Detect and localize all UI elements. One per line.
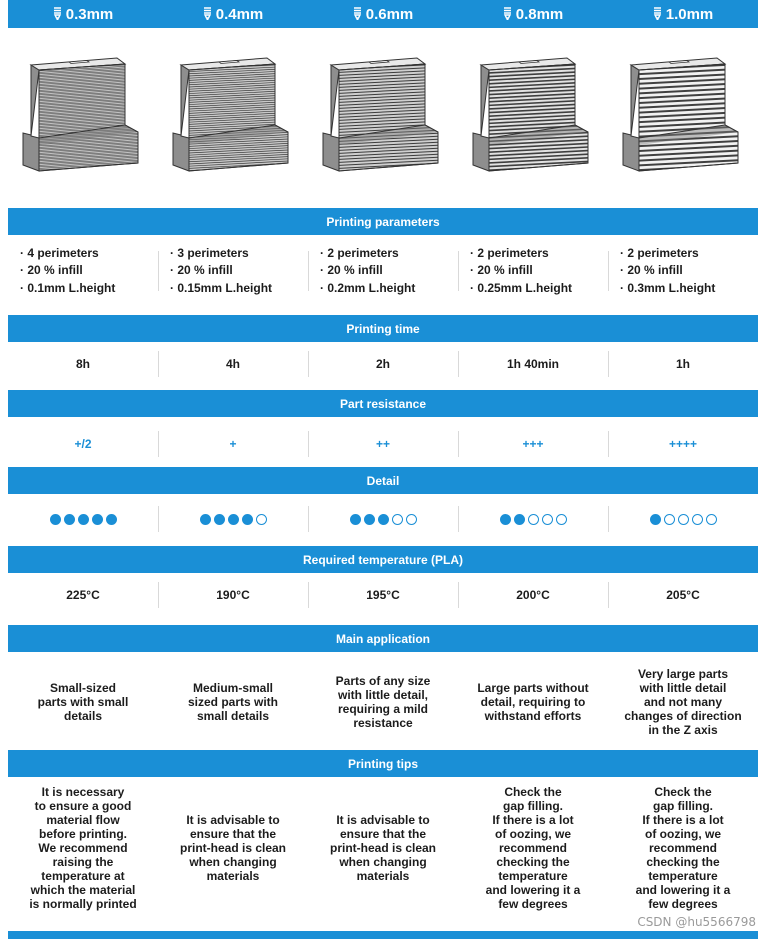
time-value: 8h <box>75 357 90 371</box>
nozzle-header-cell <box>8 0 158 28</box>
section-header-detail: Detail <box>8 467 758 494</box>
detail-dot-empty <box>556 514 567 525</box>
detail-dot-filled <box>514 514 525 525</box>
section-header-tips: Printing tips <box>8 750 758 777</box>
param-item: · 0.3mm L.height <box>620 280 716 295</box>
nozzle-icon <box>653 7 662 21</box>
param-item: · 2 perimeters <box>470 245 549 260</box>
tip-text: Check the gap filling. If there is a lot of oozing, we recommend checking the temperature and lowering it a few degrees <box>458 782 608 914</box>
nozzle-header-cell <box>458 0 608 28</box>
printed-part-illustration <box>471 53 596 178</box>
param-item: · 0.25mm L.height <box>470 280 573 295</box>
temperature-row <box>8 575 758 615</box>
nozzle-label: 0.4mm <box>215 5 264 23</box>
detail-dot-empty <box>256 514 267 525</box>
section-header-application: Main application <box>8 625 758 652</box>
resistance-value: ++++ <box>608 422 758 466</box>
nozzle-label: 0.3mm <box>65 5 114 23</box>
time-value: 1h <box>608 343 758 385</box>
tip-text: Check the gap filling. If there is a lot of oozing, we recommend checking the temperature and lowering it a few degrees <box>608 782 758 914</box>
param-item: · 20 % infill <box>20 263 83 278</box>
nozzle-header-cell <box>308 0 458 28</box>
nozzle-header-cell <box>158 0 308 28</box>
temperature-value: 195°C <box>308 575 458 615</box>
detail-dot-filled <box>650 514 661 525</box>
application-text: Parts of any size with little detail, requiring a mild resistance <box>308 654 458 750</box>
time-row <box>8 343 758 385</box>
params-cell <box>308 240 458 302</box>
time-value: 2h <box>308 343 458 385</box>
resistance-row <box>8 422 758 466</box>
detail-dot-filled <box>242 514 253 525</box>
detail-dot-filled <box>500 514 511 525</box>
nozzle-icon <box>53 7 62 21</box>
params-row <box>8 240 758 302</box>
nozzle-label: 0.8mm <box>515 5 564 23</box>
detail-rating <box>158 498 308 540</box>
detail-dot-empty <box>664 514 675 525</box>
param-item: · 20 % infill <box>620 263 683 278</box>
param-item: · 20 % infill <box>170 263 233 278</box>
detail-dot-empty <box>528 514 539 525</box>
resistance-value: + <box>158 422 308 466</box>
footer-bar <box>8 931 758 939</box>
param-item: · 20 % infill <box>320 263 383 278</box>
detail-dot-filled <box>200 514 211 525</box>
nozzle-header-cell <box>608 0 758 28</box>
printed-part-illustration <box>621 53 746 178</box>
nozzle-label: 1.0mm <box>665 5 714 23</box>
param-item: · 4 perimeters <box>20 245 99 260</box>
detail-dot-filled <box>364 514 375 525</box>
nozzle-icon <box>353 7 362 21</box>
application-row <box>8 654 758 750</box>
temperature-value: 190°C <box>158 575 308 615</box>
params-cell <box>8 240 158 302</box>
part-models <box>8 40 758 190</box>
detail-dot-empty <box>706 514 717 525</box>
detail-dot-empty <box>678 514 689 525</box>
application-text: Very large parts with little detail and not many changes of direction in the Z axis <box>608 654 758 750</box>
params-cell <box>458 240 608 302</box>
param-item: · 2 perimeters <box>620 245 699 260</box>
params-cell <box>158 240 308 302</box>
watermark: CSDN @hu5566798 <box>637 915 756 929</box>
detail-dot-filled <box>378 514 389 525</box>
detail-rating <box>8 498 158 540</box>
detail-rating <box>458 498 608 540</box>
param-item: · 0.2mm L.height <box>320 280 416 295</box>
printed-part-illustration <box>171 53 296 178</box>
section-header-resistance: Part resistance <box>8 390 758 417</box>
detail-rating <box>308 498 458 540</box>
detail-dot-empty <box>542 514 553 525</box>
detail-dot-filled <box>350 514 361 525</box>
detail-dot-empty <box>392 514 403 525</box>
application-text: Medium-small sized parts with small details <box>158 654 308 750</box>
section-header-params: Printing parameters <box>8 208 758 235</box>
tips-row <box>8 782 758 914</box>
section-header-temperature: Required temperature (PLA) <box>8 546 758 573</box>
temperature-value: 225°C <box>66 588 100 602</box>
param-item: · 2 perimeters <box>320 245 399 260</box>
detail-row <box>8 498 758 540</box>
temperature-value: 200°C <box>458 575 608 615</box>
params-cell <box>608 240 758 302</box>
tip-text: It is advisable to ensure that the print-head is clean when changing materials <box>308 782 458 914</box>
printed-part-illustration <box>21 53 146 178</box>
detail-rating <box>608 498 758 540</box>
nozzle-header <box>8 0 758 28</box>
param-item: · 0.15mm L.height <box>170 280 273 295</box>
resistance-value: +++ <box>458 422 608 466</box>
tip-text: It is advisable to ensure that the print-head is clean when changing materials <box>158 782 308 914</box>
detail-dot-filled <box>214 514 225 525</box>
detail-dot-empty <box>692 514 703 525</box>
nozzle-label: 0.6mm <box>365 5 414 23</box>
detail-dot-filled <box>64 514 75 525</box>
nozzle-icon <box>503 7 512 21</box>
param-item: · 20 % infill <box>470 263 533 278</box>
param-item: · 0.1mm L.height <box>20 280 116 295</box>
param-item: · 3 perimeters <box>170 245 249 260</box>
application-text: Large parts without detail, requiring to withstand efforts <box>458 654 608 750</box>
detail-dot-filled <box>92 514 103 525</box>
section-header-time: Printing time <box>8 315 758 342</box>
time-value: 4h <box>158 343 308 385</box>
detail-dot-filled <box>106 514 117 525</box>
application-text: Small-sized parts with small details <box>37 681 129 723</box>
detail-dot-filled <box>78 514 89 525</box>
time-value: 1h 40min <box>458 343 608 385</box>
tip-text: It is necessary to ensure a good material flow before printing. We recommend raising the temperature at which the material is normally printed <box>29 785 137 911</box>
resistance-value: ++ <box>308 422 458 466</box>
printed-part-illustration <box>321 53 446 178</box>
resistance-value: +/2 <box>74 437 92 451</box>
detail-dot-filled <box>50 514 61 525</box>
detail-dot-empty <box>406 514 417 525</box>
temperature-value: 205°C <box>608 575 758 615</box>
detail-dot-filled <box>228 514 239 525</box>
nozzle-icon <box>203 7 212 21</box>
